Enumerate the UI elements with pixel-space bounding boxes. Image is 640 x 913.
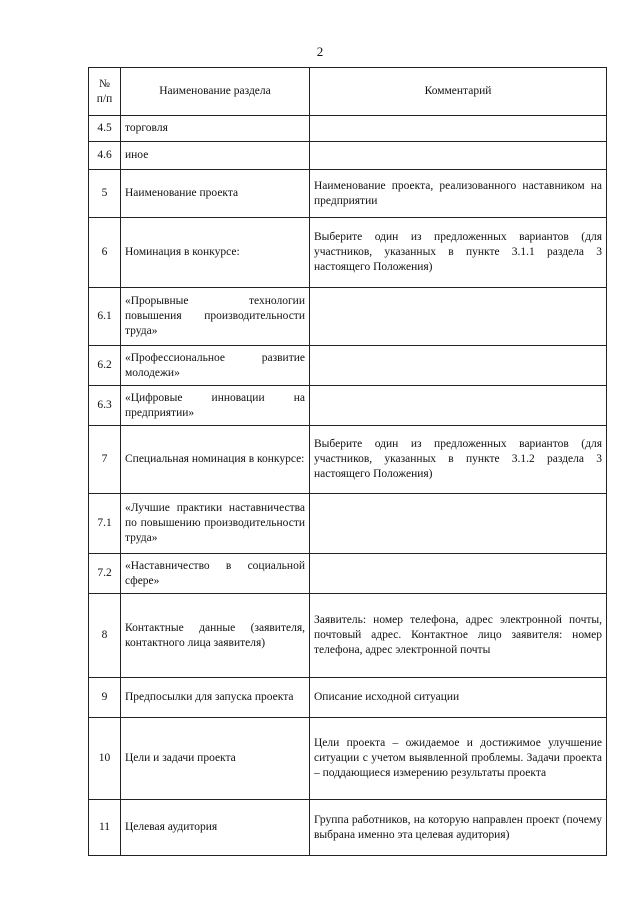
page-number: 2: [316, 44, 324, 59]
header-comment: Комментарий: [310, 68, 607, 116]
row-name: Специальная номинация в конкурсе:: [121, 426, 310, 494]
row-num: 8: [89, 594, 121, 678]
row-name: Номинация в конкурсе:: [121, 218, 310, 288]
row-name: иное: [121, 142, 310, 170]
row-comment: Заявитель: номер телефона, адрес электронной почты, почтовый адрес. Контактное лицо заявителя: номер телефона, адрес электронной почты: [310, 594, 607, 678]
table-row: [89, 718, 607, 800]
row-num: 11: [89, 800, 121, 856]
table-row: [89, 346, 607, 386]
table-row: [89, 170, 607, 218]
row-comment: Описание исходной ситуации: [310, 678, 607, 718]
row-name: «Наставничество в социальной сфере»: [121, 554, 310, 594]
row-num: 5: [89, 170, 121, 218]
row-comment: Цели проекта – ожидаемое и достижимое улучшение ситуации с учетом выявленной проблемы. Задачи проекта – поддающиеся измерению результаты проекта: [310, 718, 607, 800]
row-name: торговля: [121, 116, 310, 142]
table-row: [89, 554, 607, 594]
row-name: «Профессиональное развитие молодежи»: [121, 346, 310, 386]
row-num: 4.6: [89, 142, 121, 170]
table-row: [89, 800, 607, 856]
row-name: «Лучшие практики наставничества по повышению производительности труда»: [121, 494, 310, 554]
row-num: 6.1: [89, 288, 121, 346]
row-name: Целевая аудитория: [121, 800, 310, 856]
row-comment: Выберите один из предложенных вариантов (для участников, указанных в пункте 3.1.2 раздела 3 настоящего Положения): [310, 426, 607, 494]
table-row: [89, 142, 607, 170]
application-form-table: [88, 67, 607, 856]
row-comment: Наименование проекта, реализованного наставником на предприятии: [310, 170, 607, 218]
row-comment: [310, 386, 607, 426]
row-num: 9: [89, 678, 121, 718]
header-num: № п/п: [89, 68, 121, 116]
table-header-row: [89, 68, 607, 116]
row-num: 7.2: [89, 554, 121, 594]
row-num: 6: [89, 218, 121, 288]
row-name: Наименование проекта: [121, 170, 310, 218]
row-comment: [310, 554, 607, 594]
row-name: Контактные данные (заявителя, контактного лица заявителя): [121, 594, 310, 678]
header-name: Наименование раздела: [121, 68, 310, 116]
row-comment: [310, 116, 607, 142]
row-num: 7.1: [89, 494, 121, 554]
table-row: [89, 218, 607, 288]
row-num: 6.3: [89, 386, 121, 426]
row-comment: [310, 288, 607, 346]
row-num: 4.5: [89, 116, 121, 142]
row-comment: Выберите один из предложенных вариантов (для участников, указанных в пункте 3.1.1 раздела 3 настоящего Положения): [310, 218, 607, 288]
row-name: «Прорывные технологии повышения производительности труда»: [121, 288, 310, 346]
row-num: 7: [89, 426, 121, 494]
table-row: [89, 116, 607, 142]
row-num: 10: [89, 718, 121, 800]
table-row: [89, 288, 607, 346]
row-comment: Группа работников, на которую направлен проект (почему выбрана именно эта целевая аудитория): [310, 800, 607, 856]
table-row: [89, 594, 607, 678]
table-row: [89, 678, 607, 718]
table-row: [89, 386, 607, 426]
table-row: [89, 494, 607, 554]
row-comment: [310, 346, 607, 386]
row-num: 6.2: [89, 346, 121, 386]
row-comment: [310, 142, 607, 170]
table-row: [89, 426, 607, 494]
row-name: «Цифровые инновации на предприятии»: [121, 386, 310, 426]
row-name: Цели и задачи проекта: [121, 718, 310, 800]
row-name: Предпосылки для запуска проекта: [121, 678, 310, 718]
row-comment: [310, 494, 607, 554]
